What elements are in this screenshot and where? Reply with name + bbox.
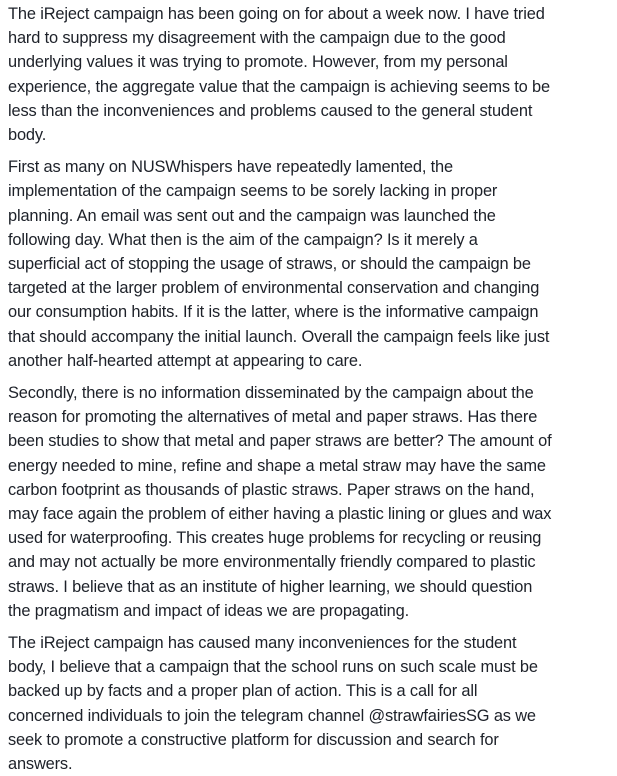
text-line: targeted at the larger problem of environmental conservation and changing [8, 279, 540, 298]
text-line: underlying values it was trying to promote. However, from my personal [8, 53, 508, 72]
text-line: answers. [8, 755, 73, 774]
text-line: carbon footprint as thousands of plastic straws. Paper straws on the hand, [8, 480, 535, 499]
text-line: used for waterproofing. This creates huge problems for recycling or reusing [8, 529, 542, 548]
text-line: less than the inconveniences and problems caused to the general student [8, 101, 533, 120]
text-line: the pragmatism and impact of ideas we are propagating. [8, 601, 409, 620]
text-line: following day. What then is the aim of the campaign? Is it merely a [8, 230, 478, 249]
text-line: may face again the problem of either having a plastic lining or glues and wax [8, 505, 552, 524]
paragraph-second-point [8, 381, 609, 623]
text-line: our consumption habits. If it is the latter, where is the informative campaign [8, 303, 539, 322]
text-line: been studies to show that metal and paper straws are better? The amount of [8, 432, 552, 451]
text-line: reason for promoting the alternatives of metal and paper straws. Has there [8, 408, 538, 427]
text-line: concerned individuals to join the telegram channel @strawfairiesSG as we [8, 706, 536, 725]
text-line: backed up by facts and a proper plan of action. This is a call for all [8, 682, 478, 701]
text-line: that should accompany the initial launch. Overall the campaign feels like just [8, 327, 550, 346]
text-line: straws. I believe that as an institute of higher learning, we should question [8, 577, 533, 596]
text-line: implementation of the campaign seems to be sorely lacking in proper [8, 182, 498, 201]
text-line: superficial act of stopping the usage of straws, or should the campaign be [8, 255, 531, 274]
text-line: energy needed to mine, refine and shape a metal straw may have the same [8, 456, 546, 475]
text-line: body, I believe that a campaign that the school runs on such scale must be [8, 658, 538, 677]
paragraph-intro [8, 2, 609, 147]
text-line: and may not actually be more environmentally friendly compared to plastic [8, 553, 536, 572]
text-line: The iReject campaign has caused many inconveniences for the student [8, 634, 517, 653]
text-line: Secondly, there is no information disseminated by the campaign about the [8, 384, 534, 403]
paragraph-first-point [8, 155, 609, 373]
paragraph-conclusion [8, 631, 609, 776]
text-line: hard to suppress my disagreement with the campaign due to the good [8, 29, 506, 48]
text-line: The iReject campaign has been going on for about a week now. I have tried [8, 5, 545, 23]
text-line: planning. An email was sent out and the campaign was launched the [8, 206, 496, 225]
text-line: seek to promote a constructive platform for discussion and search for [8, 730, 499, 749]
text-line: experience, the aggregate value that the campaign is achieving seems to be [8, 77, 550, 96]
text-line: body. [8, 126, 47, 145]
text-line: another half-hearted attempt at appearing to care. [8, 351, 363, 370]
text-line: First as many on NUSWhispers have repeatedly lamented, the [8, 158, 453, 177]
